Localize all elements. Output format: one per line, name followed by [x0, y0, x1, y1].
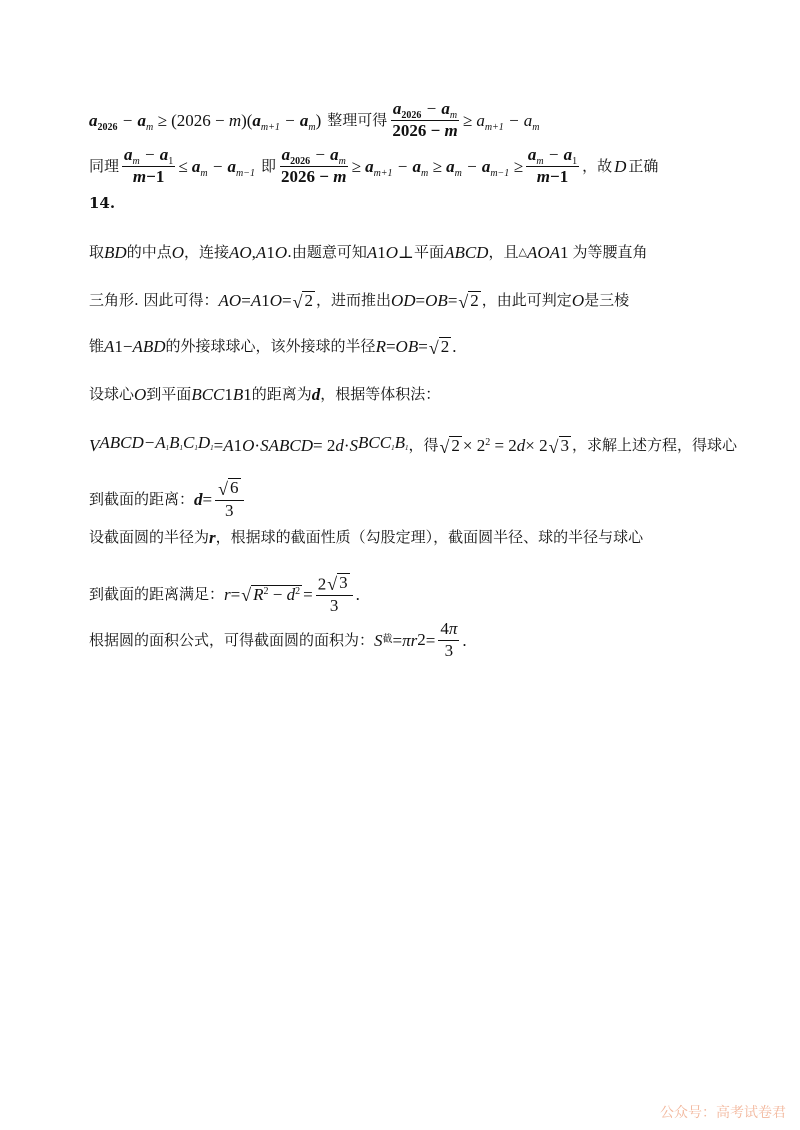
text: 根据圆的面积公式，可得截面圆的面积为： [89, 630, 375, 649]
text: 是三棱 [584, 291, 630, 310]
text: .由题意可知 [287, 243, 367, 261]
text: 的距离为 [251, 385, 312, 403]
text: 设截面圆的半径为 [89, 528, 210, 546]
text-tongli: 同理 [89, 156, 120, 175]
text: 取 [89, 243, 105, 261]
text: 设球心 [89, 385, 135, 403]
text: ，根据等体积法： [320, 385, 441, 403]
formula-line-2: 同理 $\frac{a_m - a_1}{m-1}$ ≤ $a_m - a_{m-1}$ 即 $\frac{a_{2026} - a_m}{2026 - m}$ ≥ $a_{m+1} - a_m \ge a_m - a_{m-1}$ ≥ $\frac{a_m - a_1}{m-1}$ ，故 D 正确 [89, 145, 659, 186]
solution-line-7: 设截面圆的半径为 r ，根据球的截面性质（勾股定理），截面圆半径、球的半径与球心 [89, 528, 644, 547]
fraction-a2026: $\frac{a_{2026} - a_m}{2026 - m}$ [392, 99, 458, 140]
solution-line-8: 到截面的距离满足： r = √ $R^2 - d^2$ = 2 √ 3 3 . [89, 573, 360, 616]
fraction-4pi-3: $\frac{4\pi}{3}$ [440, 619, 458, 660]
text-ji: 即 [261, 156, 277, 175]
fraction-sqrt6-3: √ 6 3 [215, 478, 243, 521]
text: ，求解上述方程，得球心 [572, 436, 738, 455]
text: 三角形. 因此可得： [89, 291, 219, 310]
text: ，且 [488, 243, 519, 261]
text: 为等腰直角 [572, 243, 648, 261]
text: 到截面的距离满足： [89, 585, 225, 604]
watermark-text: 公众号：高考试卷君 [660, 1105, 786, 1121]
text: ，得 [408, 436, 439, 455]
formula-line-1: $a_{2026} - a_m \ge (2026 - m)(a_{m+1} - a_m)$ 整理可得 $\frac{a_{2026} - a_m}{2026 - m}$ ≥ $a_{m+1} - a_m$ [89, 99, 540, 140]
text: ，连接 [183, 243, 229, 261]
fraction-a2026-b: $\frac{a_{2026} - a_m}{2026 - m}$ [281, 145, 347, 186]
text: 的中点 [126, 243, 172, 261]
text: 到平面 [146, 385, 192, 403]
text: 的外接球球心，该外接球的半径 [165, 337, 376, 356]
text-gu: ，故 [582, 156, 613, 175]
fraction-am-a1-b: $\frac{a_m - a_1}{m-1}$ [527, 145, 578, 186]
text: ，由此可判定 [481, 291, 572, 310]
text: 平面 [414, 243, 445, 261]
solution-line-5: V $ABCD-A_1B_1C_1D_1$ = A 1 O · S ABCD = 2 d · S $BCC_1B_1$ ，得 √ 2 × $2^2 = 2$ d × 2 √ 3 ，求解上述方程，得球心 [89, 433, 738, 457]
solution-line-3: 锥 A 1 − ABD 的外接球球心，该外接球的半径 R = OB = √ 2 . [89, 336, 457, 358]
solution-line-4: 设球心 O 到平面 BCC 1 B 1 的距离为 d ，根据等体积法： [89, 384, 441, 404]
solution-line-6: 到截面的距离： d = √ 6 3 [89, 478, 247, 521]
text-zhengli: 整理可得 [327, 110, 388, 129]
solution-line-2: 三角形. 因此可得： AO = A 1 O = √ 2 ，进而推出 OD = OB = √ 2 ，由此可判定 O 是三棱 [89, 290, 630, 312]
text: ，进而推出 [315, 291, 391, 310]
text: ，根据球的截面性质（勾股定理），截面圆半径、球的半径与球心 [215, 528, 644, 546]
solution-line-1: 取 BD 的中点 O ，连接 AO , A 1 O .由题意可知 A 1 O ⊥ 平面 ABCD ，且 △ AOA 1 为等腰直角 [89, 242, 648, 262]
fraction-2sqrt3-3: 2 √ 3 3 [316, 573, 353, 616]
solution-line-9: 根据圆的面积公式，可得截面圆的面积为： S 截 = πr 2 = $\frac{4\pi}{3}$ . [89, 619, 467, 660]
text: 锥 [89, 337, 105, 356]
option-d: D [614, 156, 627, 176]
text: 到截面的距离： [89, 490, 195, 509]
fraction-am-a1: $\frac{a_m - a_1}{m-1}$ [124, 145, 174, 186]
text-zhengque: 正确 [628, 156, 659, 175]
problem-number-14: 14. [89, 194, 116, 212]
